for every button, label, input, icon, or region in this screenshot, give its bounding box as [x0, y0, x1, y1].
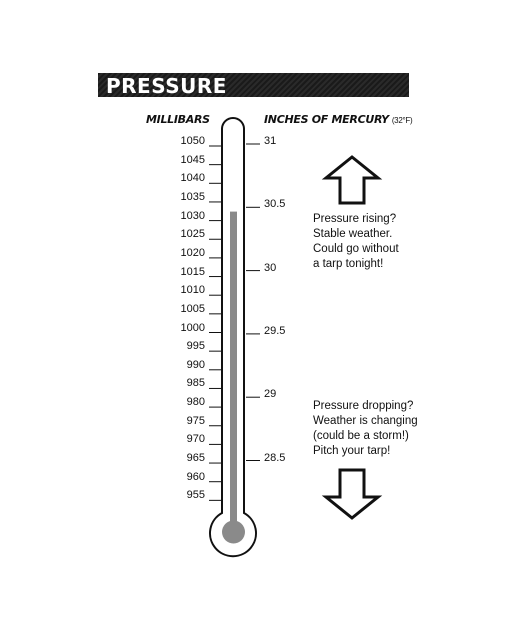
rising-note-line: Stable weather. — [313, 228, 393, 240]
page-title: PRESSURE — [106, 74, 227, 98]
millibar-ticks — [209, 146, 221, 500]
millibars-header: MILLIBARS — [146, 113, 210, 126]
inch-label: 31 — [264, 135, 277, 147]
millibar-label: 960 — [186, 470, 205, 483]
millibar-label: 1050 — [180, 135, 205, 147]
rising-note-line: Could go without — [313, 243, 399, 255]
millibar-label: 990 — [186, 358, 205, 371]
falling-note-line: (could be a storm!) — [313, 430, 409, 442]
millibar-label: 1045 — [180, 153, 205, 166]
millibar-label: 995 — [186, 340, 205, 353]
falling-note — [313, 399, 418, 459]
falling-note-line: Pressure dropping? — [313, 400, 414, 412]
mercury-bulb — [222, 521, 245, 544]
rising-note-line: a tarp tonight! — [313, 258, 384, 270]
inch-label: 30 — [264, 261, 277, 274]
millibar-label: 1005 — [180, 302, 205, 315]
falling-note-line: Pitch your tarp! — [313, 445, 391, 457]
inch-label: 28.5 — [264, 451, 286, 464]
millibar-label: 1035 — [180, 190, 205, 203]
millibar-label: 975 — [186, 414, 205, 427]
rising-note — [313, 212, 399, 272]
millibar-label: 985 — [186, 377, 205, 390]
millibar-label: 955 — [186, 489, 205, 502]
millibar-label: 1040 — [180, 172, 205, 185]
inch-label: 29.5 — [264, 324, 286, 337]
millibar-label: 1020 — [180, 246, 205, 259]
inches-header-label: INCHES OF MERCURY — [264, 113, 389, 126]
millibar-label: 965 — [186, 452, 205, 465]
millibar-label: 1030 — [180, 209, 205, 222]
millibar-label: 1025 — [180, 228, 205, 241]
falling-note-line: Weather is changing — [313, 415, 418, 427]
up-arrow-icon — [326, 157, 378, 203]
mercury-column — [230, 212, 237, 528]
millibar-label: 1010 — [180, 284, 205, 297]
inch-label: 29 — [264, 388, 277, 401]
rising-note-line: Pressure rising? — [313, 213, 397, 225]
inches-unit-note: (32°F) — [391, 116, 413, 125]
inch-ticks — [246, 144, 260, 461]
inch-label: 30.5 — [264, 198, 286, 211]
millibar-label: 1000 — [180, 321, 205, 334]
millibar-label: 980 — [186, 396, 205, 409]
millibar-label: 970 — [186, 433, 205, 446]
down-arrow-icon — [326, 470, 378, 518]
millibar-label: 1015 — [180, 265, 205, 278]
